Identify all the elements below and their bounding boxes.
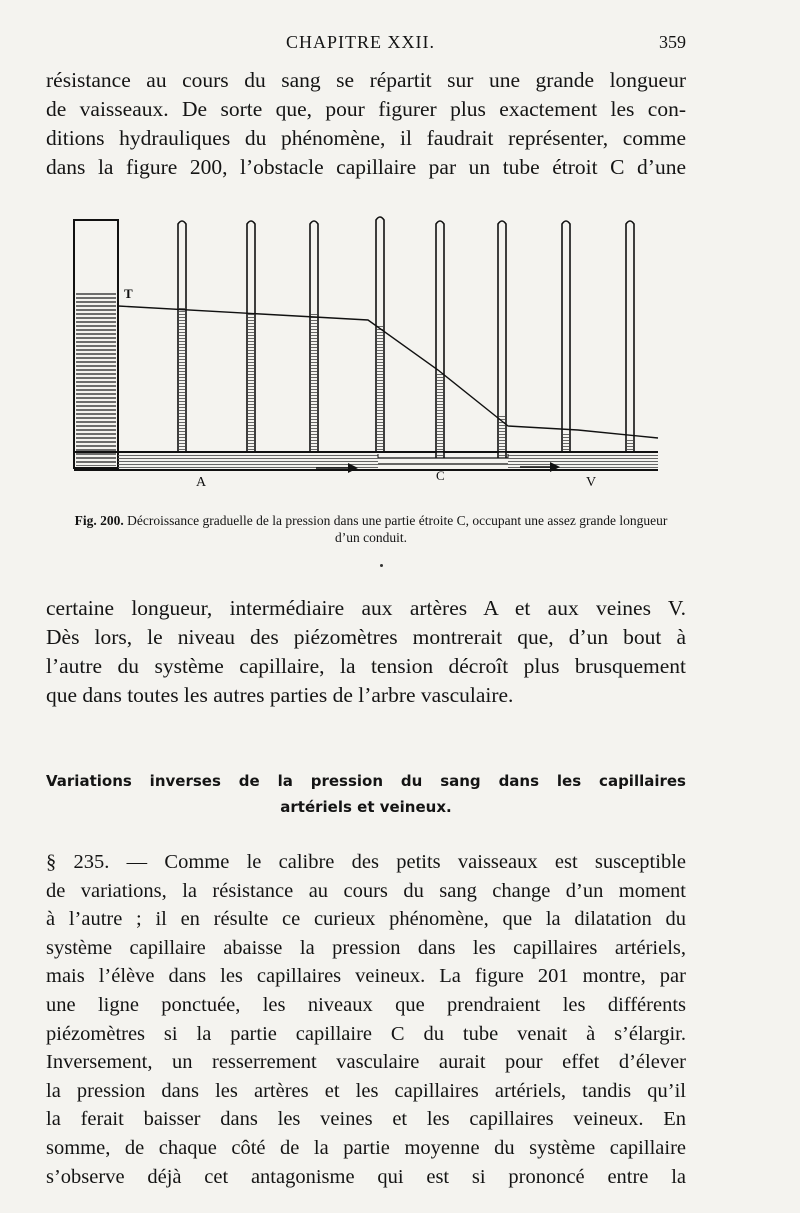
text-line: s’observe déjà cet antagonisme qui est si prononcé entre la <box>46 1165 686 1188</box>
piezometer-tube <box>376 217 384 452</box>
piezometer-tubes <box>178 217 634 458</box>
label-V: V <box>586 475 597 490</box>
page-number: 359 <box>659 32 686 52</box>
caption-label: Fig. 200. <box>74 513 124 528</box>
paragraph-2 <box>46 594 686 710</box>
text-line: résistance au cours du sang se répartit sur une grande longueur <box>46 68 686 92</box>
piezometer-diagram <box>58 208 670 498</box>
piezometer-tube <box>498 221 506 458</box>
text-line: ditions hydrauliques du phénomène, il faudrait représenter, comme <box>46 126 686 150</box>
piezometer-tube <box>247 221 255 452</box>
reservoir <box>74 220 118 468</box>
text-line: une ligne ponctuée, les niveaux que prendraient les différents <box>46 993 686 1016</box>
text-line: à l’autre ; il en résulte ce curieux phénomène, que la dilatation du <box>46 908 686 931</box>
section-heading <box>46 768 686 820</box>
text-line: mais l’élève dans les capillaires veineux. La figure 201 montre, par <box>46 965 686 988</box>
piezometer-tube <box>626 221 634 452</box>
text-line: que dans toutes les autres parties de l’arbre vasculaire. <box>46 683 514 707</box>
pressure-line <box>118 306 658 438</box>
text-line: certaine longueur, intermédiaire aux artères A et aux veines V. <box>46 596 686 620</box>
conduit <box>74 452 658 470</box>
text-line: la ferait baisser dans les veines et les capillaires veineux. En <box>46 1108 686 1131</box>
label-A: A <box>196 475 207 490</box>
label-T: T <box>124 286 133 301</box>
piezometer-tube <box>178 221 186 452</box>
text-line: somme, de chaque côté de la partie moyenne du système capillaire <box>46 1136 686 1159</box>
running-head <box>46 32 686 58</box>
text-line: Dès lors, le niveau des piézomètres montrerait que, d’un bout à <box>46 625 686 649</box>
text-line: dans la figure 200, l’obstacle capillaire par un tube étroit C d’une <box>46 155 686 179</box>
section-heading-line: Variations inverses de la pression du sang dans les capillaires <box>46 772 686 790</box>
text-line: Inversement, un resserrement vasculaire aurait pour effet d’élever <box>46 1051 686 1074</box>
figure-caption <box>66 512 676 546</box>
text-line: § 235. — Comme le calibre des petits vaisseaux est susceptible <box>46 851 686 873</box>
section-heading-line: artériels et veineux. <box>280 798 452 816</box>
text-line: système capillaire abaisse la pression dans les capillaires artériels, <box>46 936 686 959</box>
paragraph-3 <box>46 848 686 1191</box>
piezometer-tube <box>436 221 444 458</box>
chapter-title: CHAPITRE XXII. <box>286 32 435 52</box>
piezometer-tube <box>310 221 318 452</box>
piezometer-tube <box>562 221 570 452</box>
caption-text: Décroissance graduelle de la pression dans une partie étroite C, occupant une assez grande longueur d’un conduit. <box>127 513 668 545</box>
text-line: l’autre du système capillaire, la tension décroît plus brusquement <box>46 654 686 678</box>
paragraph-1 <box>46 66 686 182</box>
label-C: C <box>436 468 445 483</box>
print-speck <box>380 564 383 567</box>
text-line: piézomètres si la partie capillaire C du tube venait à s’élargir. <box>46 1022 686 1045</box>
text-line: la pression dans les artères et les capillaires artériels, tandis qu’il <box>46 1079 686 1102</box>
figure-200 <box>58 208 670 498</box>
text-line: de vaisseaux. De sorte que, pour figurer plus exactement les con- <box>46 97 686 121</box>
text-line: de variations, la résistance au cours du sang change d’un moment <box>46 879 686 902</box>
